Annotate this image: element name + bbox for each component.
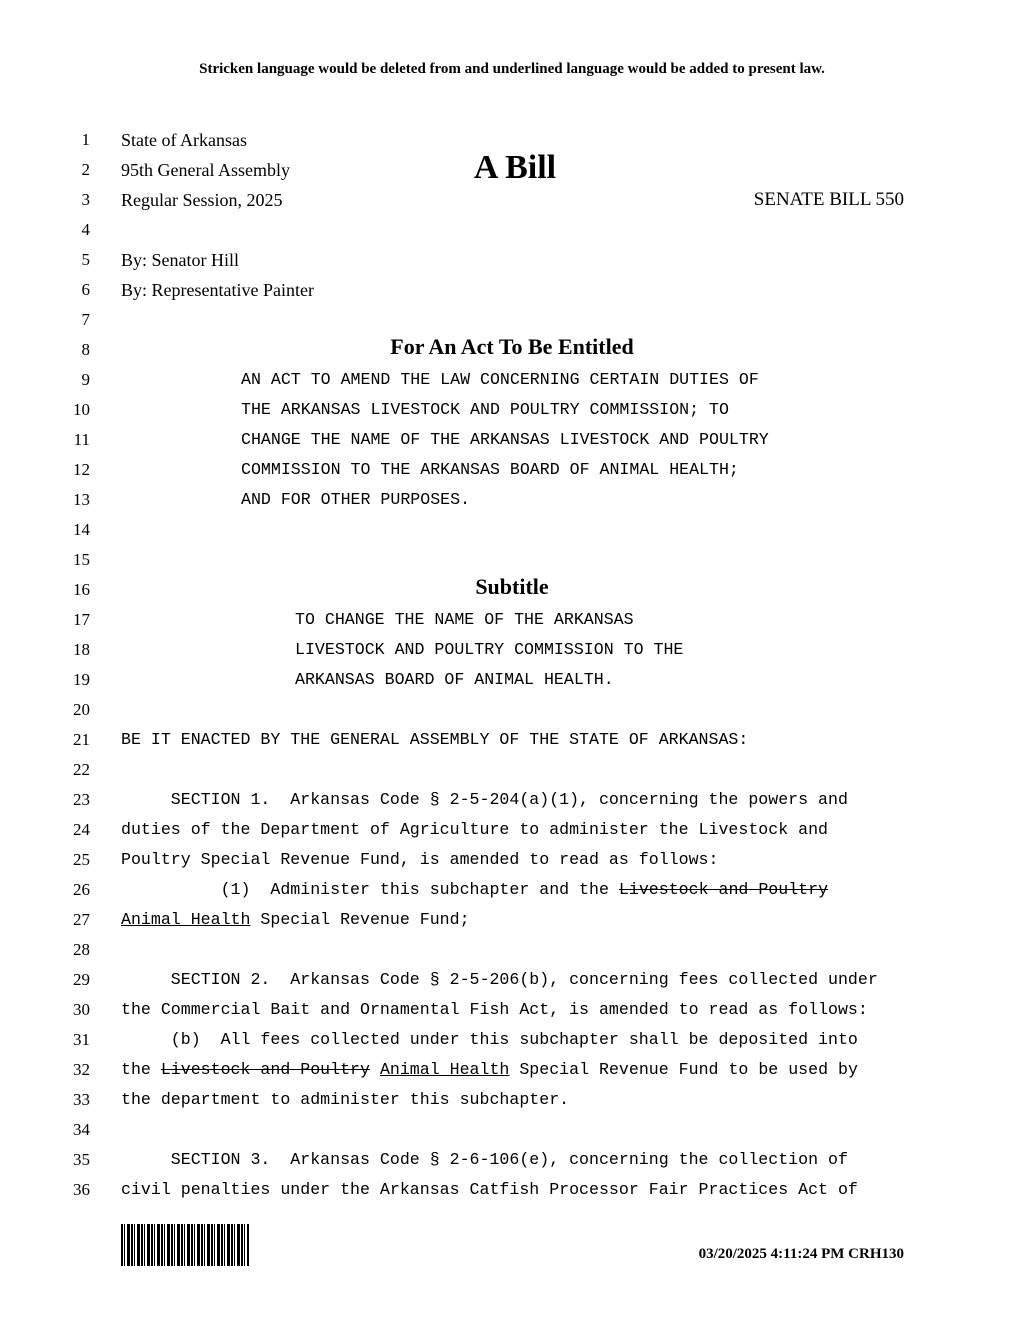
act-title-line: COMMISSION TO THE ARKANSAS BOARD OF ANIMAL HEALTH; bbox=[241, 460, 739, 479]
bill-line-36 bbox=[0, 1178, 1024, 1208]
section-1-text: Poultry Special Revenue Fund, is amended to read as follows: bbox=[121, 850, 719, 869]
line-number: 4 bbox=[81, 220, 90, 239]
bill-line-16 bbox=[0, 574, 1024, 608]
state-name: State of Arkansas bbox=[121, 130, 247, 150]
section-1-text bbox=[121, 910, 470, 930]
bill-line-34 bbox=[0, 1118, 1024, 1148]
bill-line-14 bbox=[0, 518, 1024, 548]
line-number: 27 bbox=[73, 910, 90, 929]
bill-line-27 bbox=[0, 908, 1024, 938]
section-1-text: duties of the Department of Agriculture to administer the Livestock and bbox=[121, 820, 829, 839]
line-number: 26 bbox=[73, 880, 90, 899]
line-number: 24 bbox=[73, 820, 90, 839]
line-number: 16 bbox=[73, 580, 90, 599]
bill-line-6 bbox=[0, 278, 1024, 308]
line-number: 12 bbox=[73, 460, 90, 479]
bill-line-29 bbox=[0, 968, 1024, 998]
bill-line-23 bbox=[0, 788, 1024, 818]
line-number: 9 bbox=[81, 370, 90, 389]
line-number: 35 bbox=[73, 1150, 90, 1169]
line-number: 1 bbox=[81, 130, 90, 149]
subtitle-line: LIVESTOCK AND POULTRY COMMISSION TO THE bbox=[295, 640, 684, 659]
sponsor-house: By: Representative Painter bbox=[121, 280, 314, 300]
section-2-text: (b) All fees collected under this subchapter shall be deposited into bbox=[121, 1030, 858, 1049]
act-title-line: AN ACT TO AMEND THE LAW CONCERNING CERTAIN DUTIES OF bbox=[241, 370, 759, 389]
bill-line-26 bbox=[0, 878, 1024, 908]
bill-line-21 bbox=[0, 728, 1024, 758]
line-number: 13 bbox=[73, 490, 90, 509]
line-number: 33 bbox=[73, 1090, 90, 1109]
bill-line-24 bbox=[0, 818, 1024, 848]
section-3-text: SECTION 3. Arkansas Code § 2-6-106(e), concerning the collection of bbox=[121, 1150, 848, 1169]
section-2-text-part: Special Revenue Fund to be used by bbox=[509, 1060, 858, 1079]
bill-line-2 bbox=[0, 149, 1024, 188]
line-number: 36 bbox=[73, 1180, 90, 1199]
section-2-text-part: the bbox=[121, 1060, 161, 1079]
bill-line-18 bbox=[0, 638, 1024, 668]
act-title-line: AND FOR OTHER PURPOSES. bbox=[241, 490, 471, 509]
bill-line-35 bbox=[0, 1148, 1024, 1178]
subtitle-line: ARKANSAS BOARD OF ANIMAL HEALTH. bbox=[295, 670, 614, 689]
bill-number: SENATE BILL 550 bbox=[753, 189, 904, 210]
section-1-text bbox=[121, 880, 828, 900]
section-1-text: SECTION 1. Arkansas Code § 2-5-204(a)(1), concerning the powers and bbox=[121, 790, 848, 809]
line-number: 6 bbox=[81, 280, 90, 299]
section-1-text-part: (1) Administer this subchapter and the bbox=[121, 880, 619, 899]
stricken-text: Livestock and Poultry bbox=[618, 880, 829, 899]
act-title-line: THE ARKANSAS LIVESTOCK AND POULTRY COMMISSION; TO bbox=[241, 400, 729, 419]
stricken-text: Livestock and Poultry bbox=[160, 1060, 370, 1079]
bill-line-19 bbox=[0, 668, 1024, 698]
bill-line-25 bbox=[0, 848, 1024, 878]
section-3-text: civil penalties under the Arkansas Catfish Processor Fair Practices Act of bbox=[121, 1180, 858, 1199]
section-2-text-part bbox=[370, 1060, 380, 1079]
subtitle-line: TO CHANGE THE NAME OF THE ARKANSAS bbox=[295, 610, 634, 629]
line-number: 31 bbox=[73, 1030, 90, 1049]
underlined-text: Animal Health bbox=[121, 910, 251, 929]
line-number: 2 bbox=[81, 160, 90, 179]
line-number: 19 bbox=[73, 670, 90, 689]
underlined-text: Animal Health bbox=[379, 1060, 510, 1079]
amendment-notice: Stricken language would be deleted from and underlined language would be added to present law. bbox=[199, 61, 825, 77]
enacting-clause: BE IT ENACTED BY THE GENERAL ASSEMBLY OF THE STATE OF ARKANSAS: bbox=[121, 730, 749, 749]
line-number: 20 bbox=[73, 700, 90, 719]
general-assembly: 95th General Assembly bbox=[121, 160, 290, 180]
session: Regular Session, 2025 bbox=[121, 190, 283, 210]
bill-line-10 bbox=[0, 398, 1024, 428]
bill-line-13 bbox=[0, 488, 1024, 518]
bill-line-5 bbox=[0, 248, 1024, 278]
bill-line-8 bbox=[0, 334, 1024, 368]
line-number: 22 bbox=[73, 760, 90, 779]
footer-timestamp: 03/20/2025 4:11:24 PM CRH130 bbox=[698, 1246, 904, 1262]
line-number: 32 bbox=[73, 1060, 90, 1079]
line-number: 3 bbox=[81, 190, 90, 209]
bill-line-11 bbox=[0, 428, 1024, 458]
section-2-text: the Commercial Bait and Ornamental Fish Act, is amended to read as follows: bbox=[121, 1000, 868, 1019]
line-number: 8 bbox=[81, 340, 90, 359]
bill-line-20 bbox=[0, 698, 1024, 728]
line-number: 14 bbox=[73, 520, 90, 539]
bill-line-12 bbox=[0, 458, 1024, 488]
line-number: 15 bbox=[73, 550, 90, 569]
section-2-text bbox=[121, 1060, 858, 1080]
sponsor-senate: By: Senator Hill bbox=[121, 250, 239, 270]
line-number: 11 bbox=[73, 430, 90, 449]
section-1-text-part: Special Revenue Fund; bbox=[250, 910, 470, 929]
line-number: 28 bbox=[73, 940, 90, 959]
bill-line-17 bbox=[0, 608, 1024, 638]
bill-line-31 bbox=[0, 1028, 1024, 1058]
line-number: 7 bbox=[81, 310, 90, 329]
bill-line-28 bbox=[0, 938, 1024, 968]
bill-line-33 bbox=[0, 1088, 1024, 1118]
line-number: 17 bbox=[73, 610, 90, 629]
act-title-line: CHANGE THE NAME OF THE ARKANSAS LIVESTOCK AND POULTRY bbox=[241, 430, 769, 449]
section-2-text: the department to administer this subchapter. bbox=[121, 1090, 570, 1109]
barcode-icon bbox=[121, 1224, 249, 1266]
line-number: 21 bbox=[73, 730, 90, 749]
bill-line-30 bbox=[0, 998, 1024, 1028]
line-number: 34 bbox=[73, 1120, 90, 1139]
bill-line-22 bbox=[0, 758, 1024, 788]
subtitle-heading: Subtitle bbox=[475, 574, 549, 599]
bill-line-4 bbox=[0, 218, 1024, 248]
line-number: 25 bbox=[73, 850, 90, 869]
line-number: 29 bbox=[73, 970, 90, 989]
line-number: 10 bbox=[73, 400, 90, 419]
act-heading: For An Act To Be Entitled bbox=[390, 334, 634, 359]
bill-line-32 bbox=[0, 1058, 1024, 1088]
bill-line-3 bbox=[0, 188, 1024, 218]
document-title: A Bill bbox=[473, 149, 557, 186]
bill-line-9 bbox=[0, 368, 1024, 398]
section-2-text: SECTION 2. Arkansas Code § 2-5-206(b), concerning fees collected under bbox=[121, 970, 878, 989]
line-number: 30 bbox=[73, 1000, 90, 1019]
line-number: 5 bbox=[81, 250, 90, 269]
line-number: 18 bbox=[73, 640, 90, 659]
line-number: 23 bbox=[73, 790, 90, 809]
